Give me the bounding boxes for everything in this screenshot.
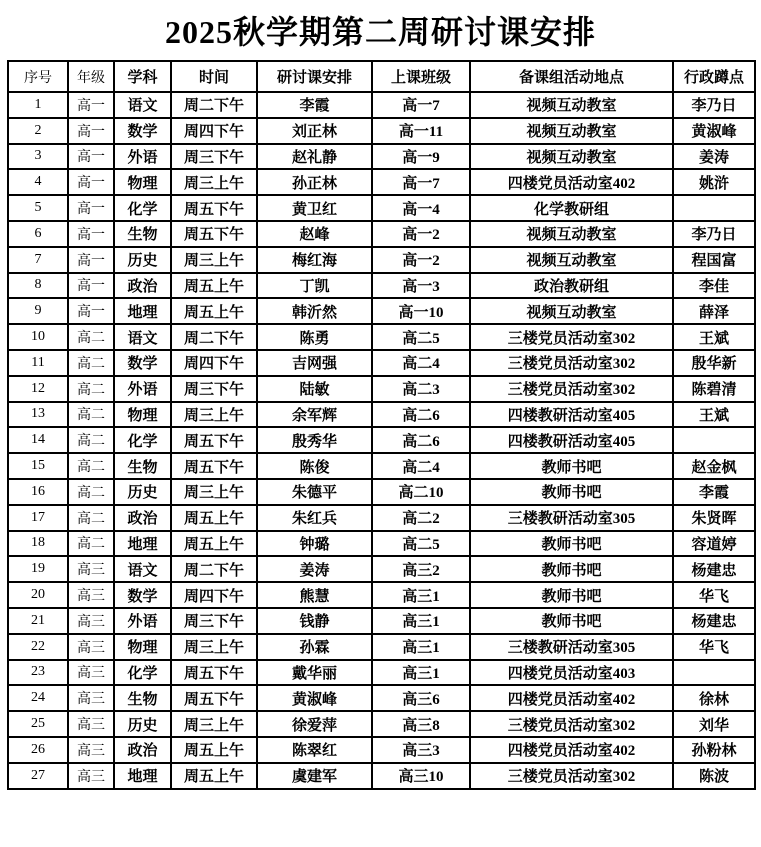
cell-grade: 高二 [68,531,114,557]
cell-subject: 语文 [114,324,171,350]
cell-class: 高一9 [372,144,470,170]
cell-supervisor [673,195,755,221]
cell-grade: 高三 [68,737,114,763]
cell-class: 高三1 [372,660,470,686]
cell-subject: 生物 [114,685,171,711]
table-row [8,195,755,221]
cell-class: 高二4 [372,453,470,479]
cell-teacher: 陈翠红 [257,737,372,763]
cell-index: 21 [8,608,68,634]
cell-index: 19 [8,556,68,582]
cell-location: 四楼党员活动室402 [470,737,673,763]
cell-location: 视频互动教室 [470,144,673,170]
table-row [8,169,755,195]
cell-index: 17 [8,505,68,531]
cell-time: 周三下午 [171,144,257,170]
cell-grade: 高一 [68,298,114,324]
cell-class: 高二3 [372,376,470,402]
table-row [8,556,755,582]
cell-class: 高一11 [372,118,470,144]
page-title: 2025秋学期第二周研讨课安排 [164,14,596,50]
cell-subject: 数学 [114,582,171,608]
cell-time: 周三上午 [171,711,257,737]
cell-teacher: 殷秀华 [257,427,372,453]
cell-supervisor: 华飞 [673,634,755,660]
cell-teacher: 姜涛 [257,556,372,582]
table-row [8,298,755,324]
cell-index: 12 [8,376,68,402]
table-body [8,92,755,789]
table-row [8,324,755,350]
cell-location: 视频互动教室 [470,298,673,324]
cell-grade: 高一 [68,169,114,195]
cell-grade: 高二 [68,350,114,376]
cell-teacher: 黄淑峰 [257,685,372,711]
cell-location: 三楼党员活动室302 [470,763,673,789]
cell-index: 18 [8,531,68,557]
cell-time: 周四下午 [171,582,257,608]
cell-time: 周五上午 [171,531,257,557]
cell-index: 4 [8,169,68,195]
cell-location: 四楼党员活动室402 [470,169,673,195]
cell-index: 25 [8,711,68,737]
cell-time: 周三上午 [171,247,257,273]
cell-grade: 高三 [68,685,114,711]
cell-class: 高二10 [372,479,470,505]
table-row [8,608,755,634]
cell-location: 三楼教研活动室305 [470,634,673,660]
cell-location: 视频互动教室 [470,92,673,118]
cell-supervisor [673,660,755,686]
cell-supervisor [673,427,755,453]
cell-teacher: 丁凯 [257,273,372,299]
cell-subject: 外语 [114,608,171,634]
cell-time: 周二下午 [171,92,257,118]
cell-class: 高一3 [372,273,470,299]
cell-time: 周五上午 [171,298,257,324]
cell-class: 高一7 [372,92,470,118]
cell-location: 教师书吧 [470,582,673,608]
cell-grade: 高一 [68,92,114,118]
cell-location: 三楼党员活动室302 [470,324,673,350]
cell-class: 高三10 [372,763,470,789]
cell-grade: 高三 [68,608,114,634]
table-row [8,92,755,118]
table-row [8,453,755,479]
cell-subject: 历史 [114,247,171,273]
cell-index: 9 [8,298,68,324]
cell-class: 高三6 [372,685,470,711]
column-header-index: 序号 [8,61,68,92]
table-row [8,505,755,531]
cell-subject: 生物 [114,453,171,479]
table-row [8,711,755,737]
cell-time: 周四下午 [171,118,257,144]
table-row [8,376,755,402]
cell-class: 高二5 [372,324,470,350]
table-row [8,350,755,376]
cell-location: 化学教研组 [470,195,673,221]
cell-supervisor: 王斌 [673,324,755,350]
cell-subject: 生物 [114,221,171,247]
cell-grade: 高三 [68,711,114,737]
cell-location: 四楼教研活动室405 [470,402,673,428]
cell-grade: 高二 [68,324,114,350]
cell-grade: 高二 [68,402,114,428]
cell-supervisor: 李佳 [673,273,755,299]
cell-class: 高二6 [372,402,470,428]
cell-index: 27 [8,763,68,789]
cell-grade: 高二 [68,479,114,505]
cell-location: 政治教研组 [470,273,673,299]
cell-grade: 高一 [68,273,114,299]
cell-index: 16 [8,479,68,505]
cell-grade: 高二 [68,376,114,402]
table-row [8,582,755,608]
cell-time: 周五下午 [171,453,257,479]
cell-supervisor: 李乃日 [673,92,755,118]
cell-subject: 物理 [114,169,171,195]
cell-location: 教师书吧 [470,531,673,557]
cell-time: 周五上午 [171,505,257,531]
cell-teacher: 李霞 [257,92,372,118]
cell-subject: 政治 [114,737,171,763]
column-header-supervisor: 行政蹲点 [673,61,755,92]
cell-index: 20 [8,582,68,608]
cell-teacher: 钟璐 [257,531,372,557]
cell-subject: 地理 [114,531,171,557]
cell-grade: 高一 [68,144,114,170]
cell-class: 高一2 [372,247,470,273]
cell-supervisor: 朱贤晖 [673,505,755,531]
cell-grade: 高三 [68,763,114,789]
cell-teacher: 刘正林 [257,118,372,144]
table-row [8,531,755,557]
table-row [8,144,755,170]
cell-class: 高二2 [372,505,470,531]
cell-supervisor: 杨建忠 [673,608,755,634]
cell-teacher: 熊慧 [257,582,372,608]
cell-index: 15 [8,453,68,479]
cell-time: 周三下午 [171,608,257,634]
cell-teacher: 黄卫红 [257,195,372,221]
cell-class: 高三8 [372,711,470,737]
cell-grade: 高一 [68,221,114,247]
cell-class: 高一4 [372,195,470,221]
cell-class: 高二4 [372,350,470,376]
cell-location: 四楼教研活动室405 [470,427,673,453]
cell-grade: 高二 [68,505,114,531]
cell-location: 三楼教研活动室305 [470,505,673,531]
schedule-table [7,60,756,790]
cell-teacher: 赵峰 [257,221,372,247]
column-header-class: 上课班级 [372,61,470,92]
cell-grade: 高一 [68,118,114,144]
cell-class: 高一2 [372,221,470,247]
cell-teacher: 虞建军 [257,763,372,789]
table-row [8,221,755,247]
cell-supervisor: 华飞 [673,582,755,608]
cell-time: 周五上午 [171,737,257,763]
cell-subject: 外语 [114,144,171,170]
cell-teacher: 余军辉 [257,402,372,428]
column-header-subject: 学科 [114,61,171,92]
cell-subject: 历史 [114,479,171,505]
cell-subject: 政治 [114,505,171,531]
header-row [8,61,755,92]
cell-supervisor: 陈碧清 [673,376,755,402]
table-row [8,402,755,428]
cell-index: 2 [8,118,68,144]
cell-location: 三楼党员活动室302 [470,376,673,402]
cell-time: 周五上午 [171,763,257,789]
cell-location: 三楼党员活动室302 [470,711,673,737]
cell-time: 周五下午 [171,660,257,686]
cell-teacher: 陆敏 [257,376,372,402]
cell-subject: 化学 [114,427,171,453]
cell-teacher: 陈俊 [257,453,372,479]
cell-supervisor: 薛泽 [673,298,755,324]
cell-index: 3 [8,144,68,170]
cell-location: 视频互动教室 [470,118,673,144]
cell-teacher: 梅红海 [257,247,372,273]
cell-subject: 数学 [114,350,171,376]
column-header-location: 备课组活动地点 [470,61,673,92]
cell-time: 周三上午 [171,479,257,505]
cell-index: 22 [8,634,68,660]
cell-time: 周五下午 [171,427,257,453]
cell-index: 6 [8,221,68,247]
cell-supervisor: 李乃日 [673,221,755,247]
cell-location: 视频互动教室 [470,247,673,273]
cell-location: 教师书吧 [470,556,673,582]
cell-supervisor: 李霞 [673,479,755,505]
cell-index: 1 [8,92,68,118]
cell-time: 周五下午 [171,195,257,221]
column-header-time: 时间 [171,61,257,92]
column-header-teacher: 研讨课安排 [257,61,372,92]
cell-supervisor: 姚浒 [673,169,755,195]
cell-index: 11 [8,350,68,376]
cell-class: 高三2 [372,556,470,582]
cell-supervisor: 孙粉林 [673,737,755,763]
cell-location: 三楼党员活动室302 [470,350,673,376]
cell-location: 四楼党员活动室403 [470,660,673,686]
cell-supervisor: 杨建忠 [673,556,755,582]
cell-supervisor: 姜涛 [673,144,755,170]
cell-grade: 高一 [68,195,114,221]
cell-supervisor: 殷华新 [673,350,755,376]
cell-class: 高三3 [372,737,470,763]
cell-supervisor: 容道婷 [673,531,755,557]
cell-subject: 历史 [114,711,171,737]
cell-class: 高二6 [372,427,470,453]
table-row [8,685,755,711]
cell-time: 周三上午 [171,169,257,195]
cell-subject: 外语 [114,376,171,402]
cell-index: 23 [8,660,68,686]
cell-class: 高三1 [372,608,470,634]
cell-teacher: 孙正林 [257,169,372,195]
cell-supervisor: 赵金枫 [673,453,755,479]
cell-subject: 物理 [114,402,171,428]
cell-class: 高一10 [372,298,470,324]
cell-index: 8 [8,273,68,299]
cell-supervisor: 程国富 [673,247,755,273]
cell-teacher: 朱德平 [257,479,372,505]
cell-class: 高二5 [372,531,470,557]
cell-supervisor: 陈波 [673,763,755,789]
cell-grade: 高三 [68,556,114,582]
cell-teacher: 吉网强 [257,350,372,376]
table-row [8,118,755,144]
cell-time: 周五上午 [171,273,257,299]
cell-location: 教师书吧 [470,479,673,505]
cell-subject: 语文 [114,556,171,582]
cell-location: 教师书吧 [470,453,673,479]
cell-subject: 化学 [114,195,171,221]
cell-location: 视频互动教室 [470,221,673,247]
cell-time: 周二下午 [171,556,257,582]
cell-index: 7 [8,247,68,273]
cell-supervisor: 黄淑峰 [673,118,755,144]
table-row [8,479,755,505]
cell-subject: 数学 [114,118,171,144]
cell-grade: 高三 [68,634,114,660]
cell-class: 高一7 [372,169,470,195]
cell-supervisor: 刘华 [673,711,755,737]
table-row [8,273,755,299]
table-row [8,634,755,660]
cell-teacher: 钱静 [257,608,372,634]
cell-teacher: 徐爱萍 [257,711,372,737]
cell-index: 26 [8,737,68,763]
cell-grade: 高三 [68,582,114,608]
table-row [8,737,755,763]
cell-teacher: 韩沂然 [257,298,372,324]
cell-index: 5 [8,195,68,221]
cell-grade: 高二 [68,427,114,453]
cell-index: 14 [8,427,68,453]
cell-supervisor: 徐林 [673,685,755,711]
cell-supervisor: 王斌 [673,402,755,428]
cell-subject: 语文 [114,92,171,118]
table-row [8,763,755,789]
cell-teacher: 戴华丽 [257,660,372,686]
cell-subject: 政治 [114,273,171,299]
cell-teacher: 陈勇 [257,324,372,350]
cell-location: 四楼党员活动室402 [470,685,673,711]
column-header-grade: 年级 [68,61,114,92]
cell-teacher: 朱红兵 [257,505,372,531]
table-row [8,660,755,686]
table-header [8,61,755,92]
cell-subject: 物理 [114,634,171,660]
cell-class: 高三1 [372,634,470,660]
cell-teacher: 孙霖 [257,634,372,660]
cell-time: 周三上午 [171,634,257,660]
cell-class: 高三1 [372,582,470,608]
table-row [8,247,755,273]
cell-time: 周三下午 [171,376,257,402]
cell-grade: 高二 [68,453,114,479]
cell-grade: 高一 [68,247,114,273]
cell-index: 13 [8,402,68,428]
table-row [8,427,755,453]
cell-time: 周二下午 [171,324,257,350]
cell-time: 周五下午 [171,685,257,711]
cell-time: 周三上午 [171,402,257,428]
cell-index: 10 [8,324,68,350]
cell-subject: 地理 [114,298,171,324]
cell-subject: 地理 [114,763,171,789]
cell-teacher: 赵礼静 [257,144,372,170]
cell-subject: 化学 [114,660,171,686]
cell-index: 24 [8,685,68,711]
cell-time: 周五下午 [171,221,257,247]
cell-location: 教师书吧 [470,608,673,634]
cell-time: 周四下午 [171,350,257,376]
cell-grade: 高三 [68,660,114,686]
